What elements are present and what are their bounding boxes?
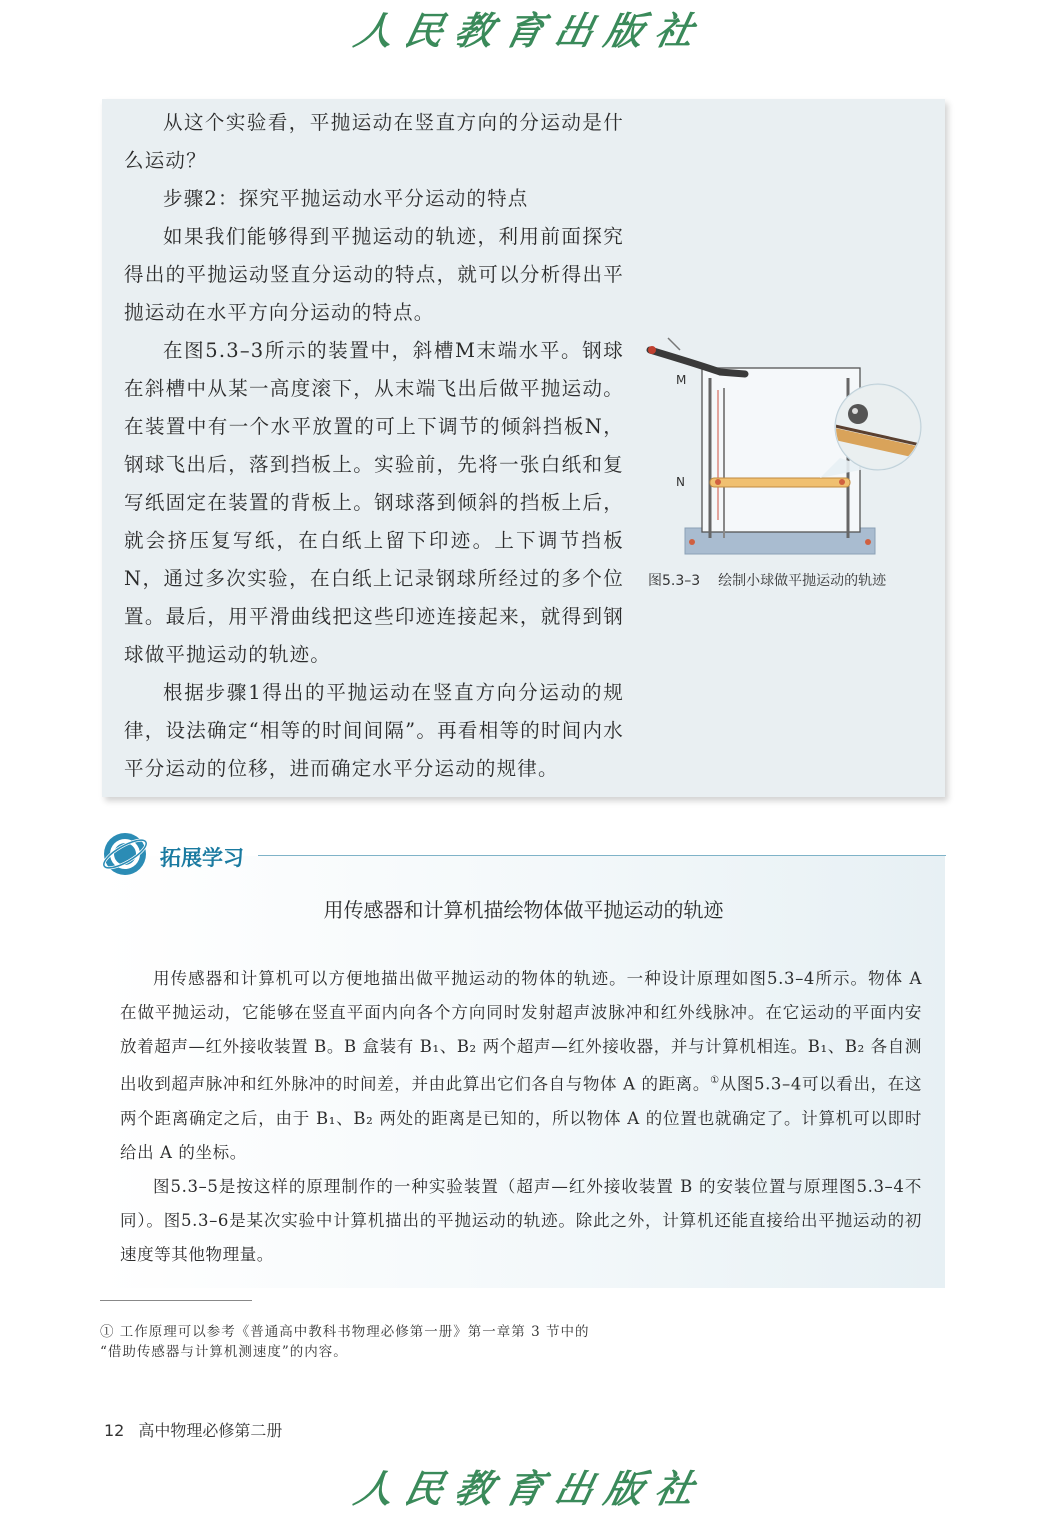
figure-title: 绘制小球做平抛运动的轨迹 [718, 573, 887, 589]
publisher-logo-top: 人民教育出版社 [350, 8, 711, 53]
label-m: M [676, 373, 687, 387]
footnote-ref: ① [710, 1075, 720, 1086]
extension-text [120, 962, 922, 1272]
page-number: 12 [104, 1421, 125, 1440]
paragraph: 根据步骤1得出的平抛运动在竖直方向分运动的规律，设法确定“相等的时间间隔”。再看相等的时间内水平分运动的位移，进而确定水平分运动的规律。 [124, 681, 624, 780]
label-n: N [676, 475, 685, 489]
page-footer [104, 1418, 282, 1441]
paragraph: 如果我们能够得到平抛运动的轨迹，利用前面探究得出的平抛运动竖直分运动的特点，就可以分析得出平抛运动在水平方向分运动的特点。 [124, 225, 624, 324]
figure-number: 图5.3–3 [648, 573, 701, 589]
paragraph: 从这个实验看，平抛运动在竖直方向的分运动是什么运动？ [124, 111, 624, 172]
extension-subtitle: 用传感器和计算机描绘物体做平抛运动的轨迹 [323, 898, 724, 922]
step-heading: 步骤2：探究平抛运动水平分运动的特点 [163, 187, 529, 210]
paragraph-part: 用传感器和计算机可以方便地描出做平抛运动的物体的轨迹。一种设计原理如图5.3–4所示。物体 A 在做平抛运动，它能够在竖直平面内向各个方向同时发射超声波脉冲和红外线脉冲。在它运动的平面内安放着超声—红外接收装置 B。B 盒装有 B₁、B₂ 两个超声—红外接收器，并与计算机相连。B₁、B₂ 各自测出收到超声脉冲和红外脉冲的时间差，并由此算出它们各自与物体 A 的距离。 [120, 969, 922, 1094]
publisher-logo-bottom: 人民教育出版社 [350, 1466, 711, 1511]
footnote-line: ① 工作原理可以参考《普通高中教科书物理必修第一册》第一章第 3 节中的 [100, 1324, 590, 1340]
paragraph: 图5.3–5是按这样的原理制作的一种实验装置（超声—红外接收装置 B 的安装位置与原理图5.3–4不同）。图5.3–6是某次实验中计算机描出的平抛运动的轨迹。除此之外，计算机还能直接给出平抛运动的初速度等其他物理量。 [120, 1176, 922, 1264]
footnote [100, 1322, 589, 1362]
apparatus-figure [640, 330, 930, 560]
heading-rule [258, 855, 946, 856]
figure-caption [648, 570, 886, 590]
footnote-line: “借助传感器与计算机测速度”的内容。 [100, 1344, 348, 1360]
extension-globe-icon [100, 830, 152, 878]
book-title: 高中物理必修第二册 [138, 1421, 283, 1440]
experiment-text [124, 104, 624, 788]
paragraph: 在图5.3–3所示的装置中，斜槽M末端水平。钢球在斜槽中从某一高度滚下，从末端飞出后做平抛运动。在装置中有一个水平放置的可上下调节的倾斜挡板N，钢球飞出后，落到挡板上。实验前，先将一张白纸和复写纸固定在装置的背板上。钢球落到倾斜的挡板上后，就会挤压复写纸，在白纸上留下印迹。上下调节挡板N，通过多次实验，在白纸上记录钢球所经过的多个位置。最后，用平滑曲线把这些印迹连接起来，就得到钢球做平抛运动的轨迹。 [124, 339, 624, 666]
footnote-rule [100, 1300, 252, 1301]
paragraph-part: 从图5.3–4可以看出，在这两个距离确定之后，由于 B₁、B₂ 两处的距离是已知的，所以物体 A 的位置也就确定了。计算机可以即时给出 A 的坐标。 [120, 1074, 922, 1162]
extension-heading: 拓展学习 [160, 846, 244, 870]
paragraph [120, 962, 922, 1170]
